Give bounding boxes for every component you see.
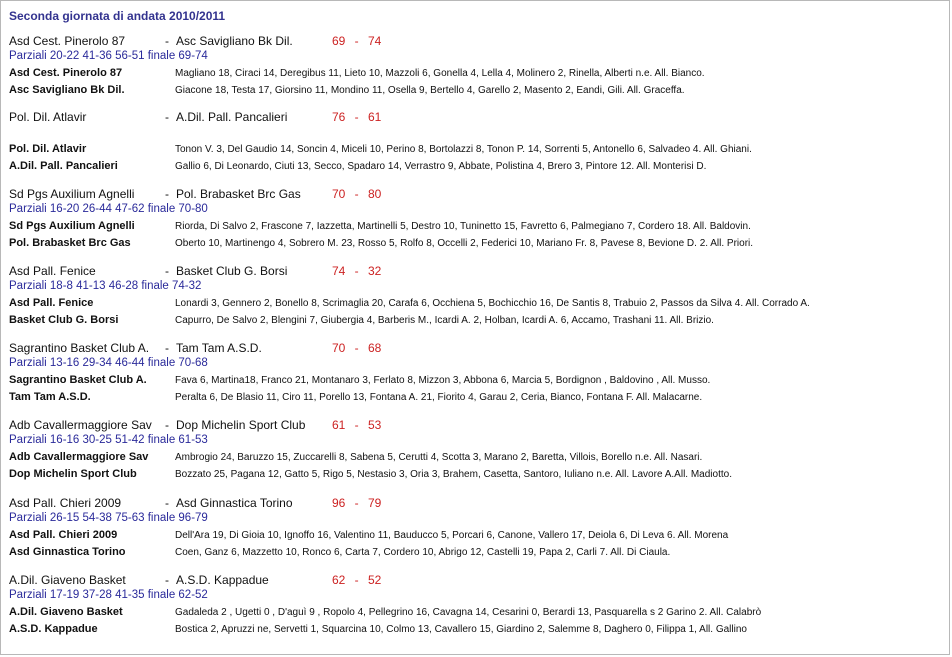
home-team: Asd Pall. Fenice [9,264,96,278]
roster-players: Oberto 10, Martinengo 4, Sobrero M. 23, Rosso 5, Rolfo 8, Occelli 2, Federici 10, Mariano Fr. 8, Pavese 8, Bevione D. 2. All. Priori. [175,238,754,249]
roster-players: Peralta 6, De Blasio 11, Ciro 11, Porello 13, Fontana A. 21, Fiorito 4, Garau 2, Ceria, Bianco, Fontana F. All. Malacarne. [175,392,703,403]
final-score: 74 - 32 [332,264,382,278]
roster-team: Sagrantino Basket Club A. [9,374,147,386]
roster-team: Dop Michelin Sport Club [9,468,137,480]
roster-team: Asd Pall. Chieri 2009 [9,529,118,541]
partial-scores: Parziali 16-20 26-44 47-62 finale 70-80 [9,203,208,215]
roster-players: Fava 6, Martina18, Franco 21, Montanaro 3, Ferlato 8, Mizzon 3, Abbona 6, Marcia 5, Bordignon , Baldovino , All. Musso. [175,375,711,386]
roster-team: Asd Cest. Pinerolo 87 [9,67,123,79]
roster-team: Basket Club G. Borsi [9,314,119,326]
partial-scores: Parziali 20-22 41-36 56-51 finale 69-74 [9,50,208,62]
separator: - [165,573,169,587]
roster-players: Magliano 18, Ciraci 14, Deregibus 11, Lieto 10, Mazzoli 6, Gonella 4, Lella 4, Molinero 2, Rinella, Alberti n.e. All. Bianco. [175,68,705,79]
roster-team: Pol. Dil. Atlavir [9,143,87,155]
roster-players: Capurro, De Salvo 2, Blengini 7, Giubergia 4, Barberis M., Icardi A. 2, Holban, Icardi A. 6, Accamo, Trashani 11. All. Brizio. [175,315,714,326]
roster-players: Bostica 2, Apruzzi ne, Servetti 1, Squarcina 10, Colmo 13, Cavallero 15, Giardino 2, Salemme 8, Daghero 0, Filippa 1, All. Gallino [175,624,747,635]
partial-scores: Parziali 13-16 29-34 46-44 finale 70-68 [9,357,208,369]
roster-players: Giacone 18, Testa 17, Giorsino 11, Mondino 11, Osella 9, Bertello 4, Garello 2, Masento 2, Eandi, Gili. All. Graceffa. [175,85,685,96]
roster-players: Coen, Ganz 6, Mazzetto 10, Ronco 6, Carta 7, Cordero 10, Abrigo 12, Castelli 19, Papa 2, Carli 7. All. Di Ciaula. [175,547,671,558]
roster-team: A.Dil. Giaveno Basket [9,606,123,618]
roster-team: Tam Tam A.S.D. [9,391,91,403]
separator: - [165,496,169,510]
roster-players: Bozzato 25, Pagana 12, Gatto 5, Rigo 5, Nestasio 3, Oria 3, Brahem, Casetta, Santoro, Iuliano n.e. All. Lavore A.All. Madiotto. [175,469,732,480]
roster-team: Asc Savigliano Bk Dil. [9,84,125,96]
separator: - [165,187,169,201]
final-score: 70 - 68 [332,341,382,355]
roster-players: Ambrogio 24, Baruzzo 15, Zuccarelli 8, Sabena 5, Cerutti 4, Scotta 3, Marano 2, Baretta, Villois, Borello n.e. All. Nasari. [175,452,703,463]
page-title: Seconda giornata di andata 2010/2011 [9,9,226,23]
roster-team: Sd Pgs Auxilium Agnelli [9,220,135,232]
final-score: 62 - 52 [332,573,382,587]
away-team: Basket Club G. Borsi [176,264,288,278]
roster-team: Asd Pall. Fenice [9,297,94,309]
away-team: Dop Michelin Sport Club [176,418,306,432]
roster-players: Gallio 6, Di Leonardo, Ciuti 13, Secco, Spadaro 14, Verrastro 9, Abbate, Polistina 4, Brero 3, Pintore 12. All. Monterisi D. [175,161,707,172]
roster-team: Adb Cavallermaggiore Sav [9,451,149,463]
final-score: 70 - 80 [332,187,382,201]
separator: - [165,341,169,355]
final-score: 69 - 74 [332,34,382,48]
roster-team: A.S.D. Kappadue [9,623,98,635]
away-team: Asc Savigliano Bk Dil. [176,34,293,48]
away-team: A.S.D. Kappadue [176,573,269,587]
separator: - [165,110,169,124]
roster-team: Pol. Brabasket Brc Gas [9,237,131,249]
home-team: A.Dil. Giaveno Basket [9,573,126,587]
away-team: Asd Ginnastica Torino [176,496,293,510]
away-team: Tam Tam A.S.D. [176,341,262,355]
separator: - [165,264,169,278]
roster-team: A.Dil. Pall. Pancalieri [9,160,118,172]
home-team: Asd Cest. Pinerolo 87 [9,34,126,48]
roster-players: Lonardi 3, Gennero 2, Bonello 8, Scrimaglia 20, Carafa 6, Occhiena 5, Bochicchio 16, De Santis 8, Trabuio 2, Passos da Silva 4. All. Corrado A. [175,298,810,309]
home-team: Asd Pall. Chieri 2009 [9,496,122,510]
partial-scores: Parziali 16-16 30-25 51-42 finale 61-53 [9,434,208,446]
final-score: 96 - 79 [332,496,382,510]
roster-players: Riorda, Di Salvo 2, Frascone 7, Iazzetta, Martinelli 5, Destro 10, Tuninetto 15, Favretto 6, Palmegiano 7, Cordero 18. All. Baldovin. [175,221,751,232]
final-score: 76 - 61 [332,110,382,124]
roster-players: Gadaleda 2 , Ugetti 0 , D'aguì 9 , Ropolo 4, Pellegrino 16, Cavagna 14, Cesarini 0, Berardi 13, Pasquarella s 2 Garino 2. All. Calabrò [175,607,762,618]
partial-scores: Parziali 17-19 37-28 41-35 finale 62-52 [9,589,208,601]
roster-players: Tonon V. 3, Del Gaudio 14, Soncin 4, Miceli 10, Perino 8, Bortolazzi 8, Tonon P. 14, Sorrenti 5, Antonello 6, Salvadeo 4. All. Ghiani. [175,144,752,155]
roster-players: Dell'Ara 19, Di Gioia 10, Ignoffo 16, Valentino 11, Bauducco 5, Porcari 6, Canone, Vallero 17, Deiola 6, Di Leva 6. All. Morena [175,530,729,541]
home-team: Sd Pgs Auxilium Agnelli [9,187,135,201]
roster-team: Asd Ginnastica Torino [9,546,126,558]
home-team: Pol. Dil. Atlavir [9,110,87,124]
separator: - [165,418,169,432]
partial-scores: Parziali 18-8 41-13 46-28 finale 74-32 [9,280,202,292]
final-score: 61 - 53 [332,418,382,432]
home-team: Sagrantino Basket Club A. [9,341,150,355]
away-team: Pol. Brabasket Brc Gas [176,187,301,201]
partial-scores: Parziali 26-15 54-38 75-63 finale 96-79 [9,512,208,524]
away-team: A.Dil. Pall. Pancalieri [176,110,288,124]
separator: - [165,34,169,48]
home-team: Adb Cavallermaggiore Sav [9,418,152,432]
